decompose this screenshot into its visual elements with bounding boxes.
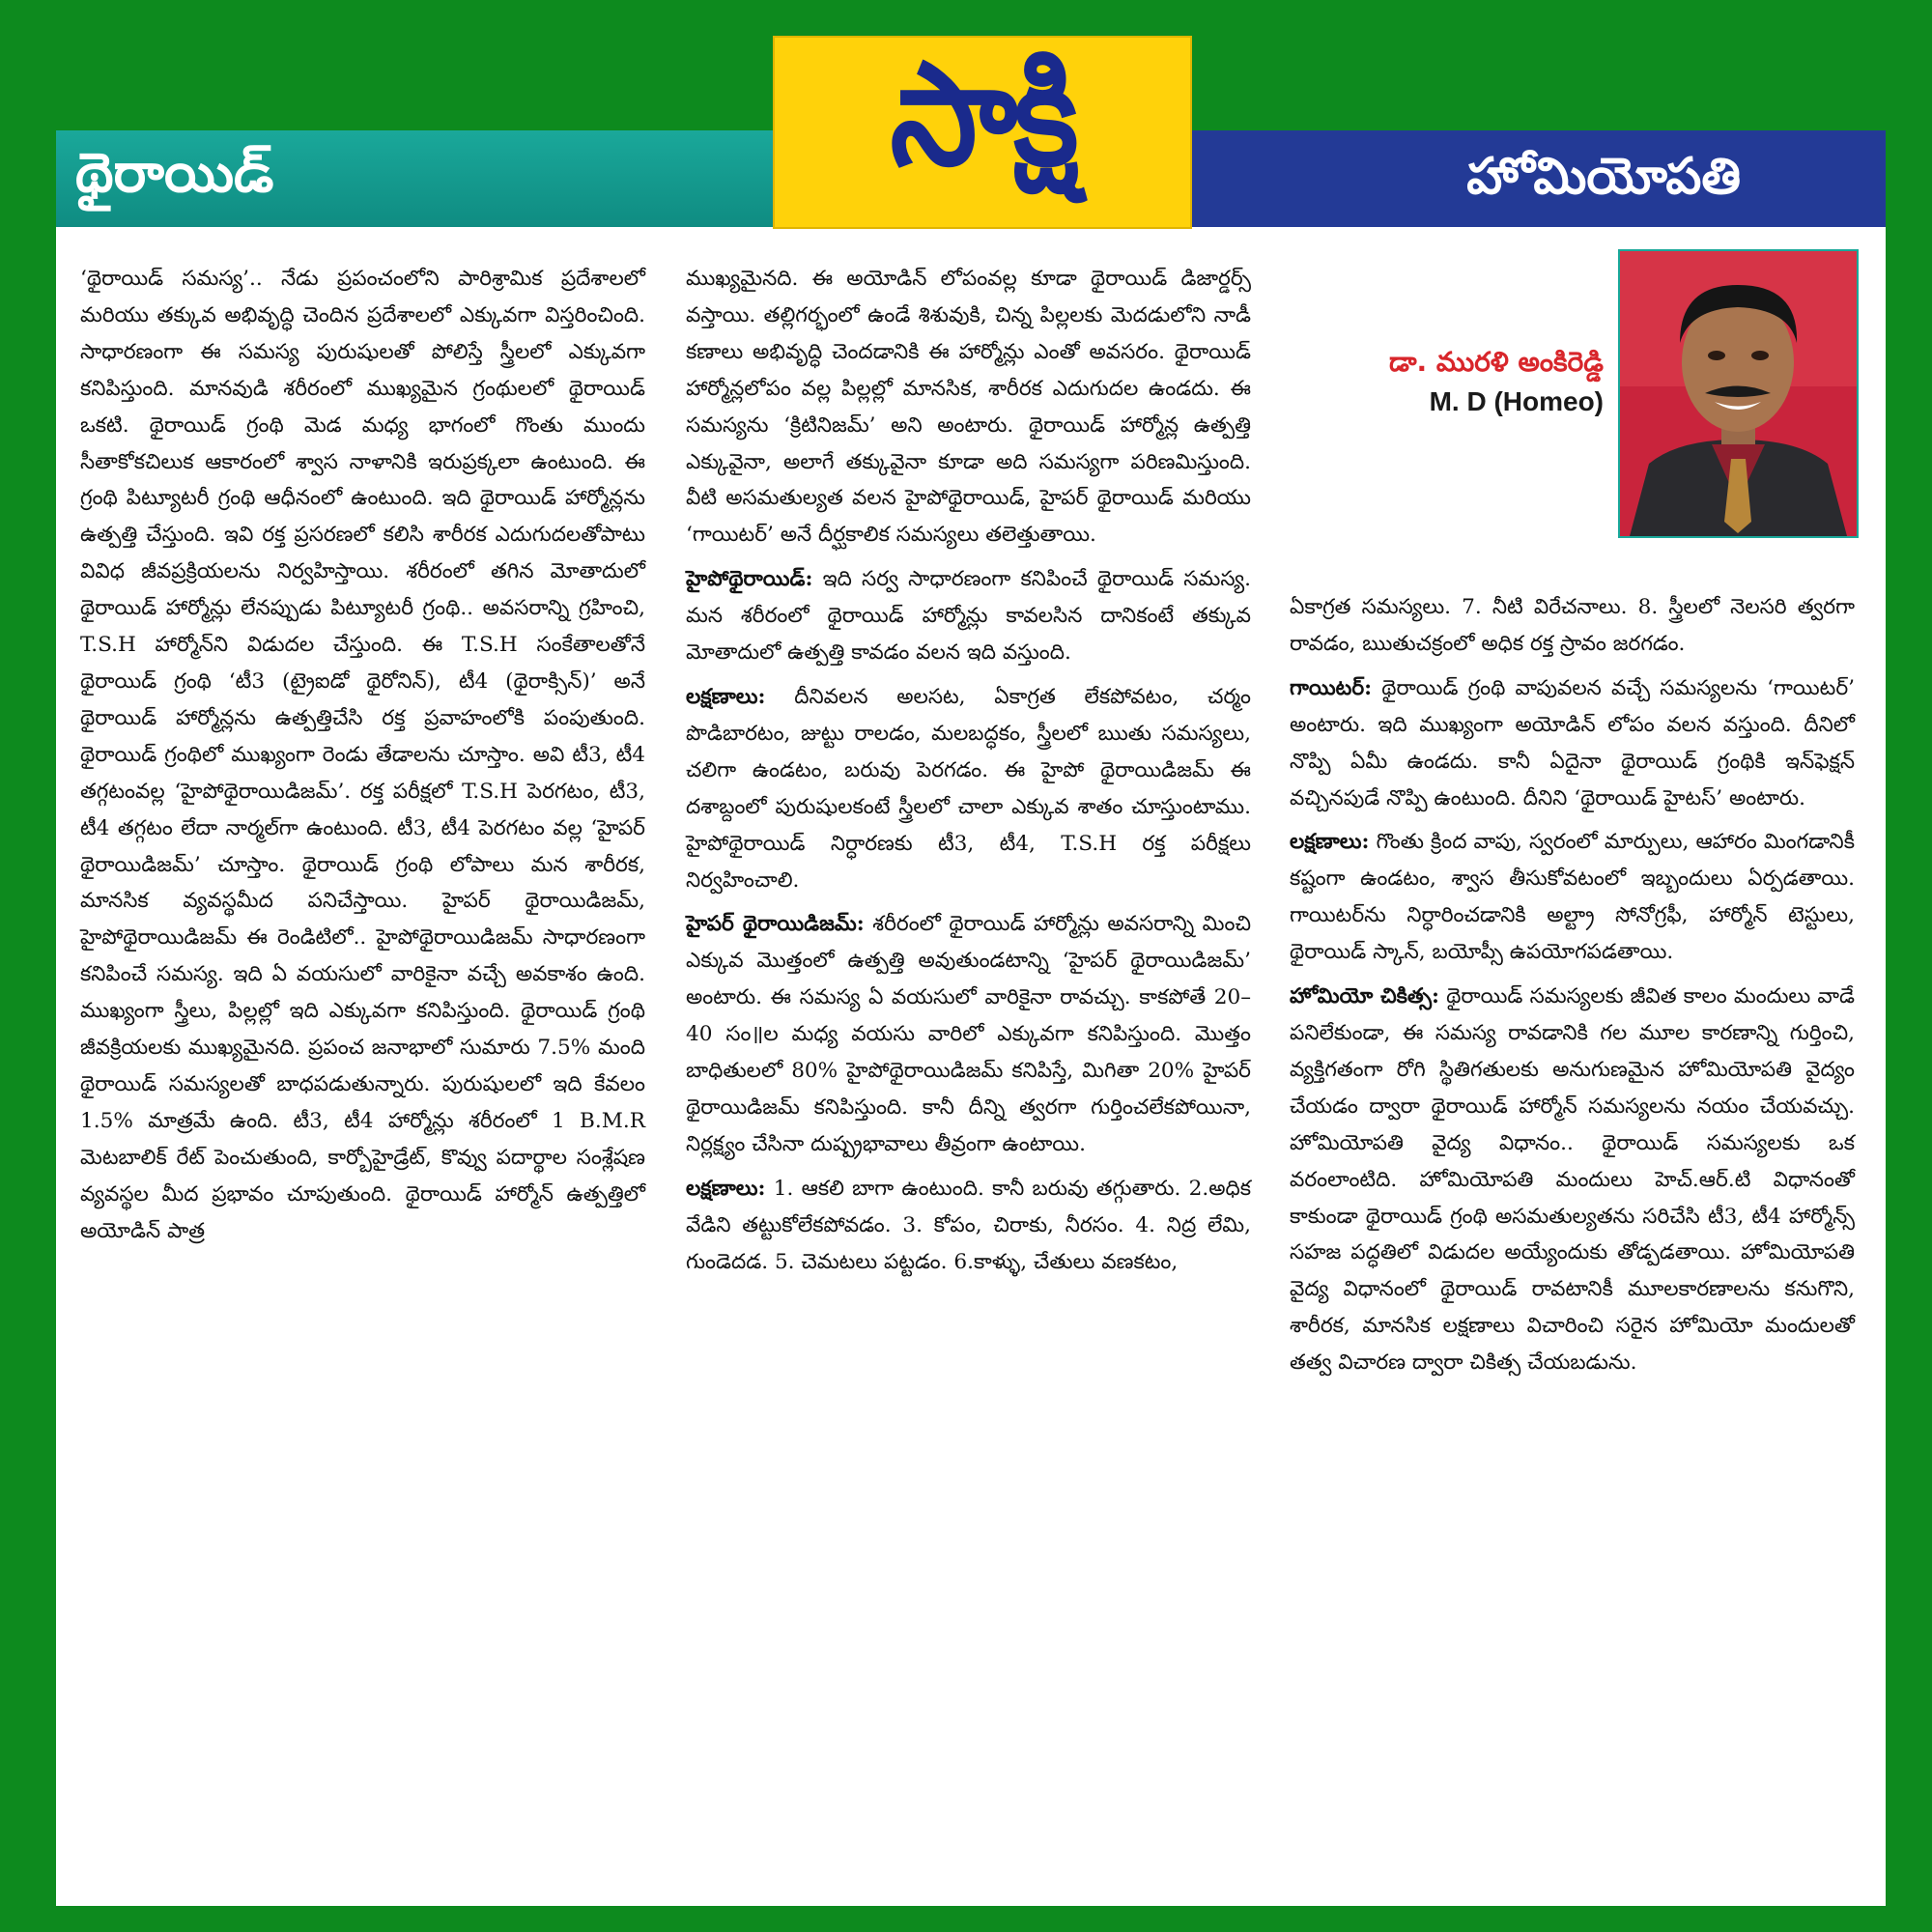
paragraph-text: థైరాయిడ్ గ్రంథి వాపువలన వచ్చే సమస్యలను ‘గాయిటర్’ అంటారు. ఇది ముఖ్యంగా అయోడిన్ లోపం వలన వస్తుంది. దీనిలో నొప్పి ఏమీ ఉండదు. కానీ ఏదైనా థైరాయిడ్ గ్రంథికి ఇన్‌ఫెక్షన్ వచ్చినపుడే నొప్పి ఉంటుంది. దీనిని ‘థైరాయిడ్ హైటస్’ అంటారు. — [1290, 675, 1855, 810]
paragraph-text: గొంతు క్రింద వాపు, స్వరంలో మార్పులు, ఆహారం మింగడానికీ కష్టంగా ఉండటం, శ్వాస తీసుకోవటంలో ఇబ్బందులు ఏర్పడతాయి. గాయిటర్‌ను నిర్ధారించడానికి అల్ట్రా సోనోగ్రఫీ, హార్మోన్ టెస్టులు, థైరాయిడ్ స్కాన్, బయోప్సీ ఉపయోగపడతాయి. — [1290, 830, 1855, 965]
section-title-homeopathy: హోమియోపతి — [1466, 148, 1741, 206]
subheading-homeo-treatment: హోమియో చికిత్స: — [1290, 984, 1439, 1009]
paragraph — [686, 561, 1251, 671]
paragraph-text: దీనివలన అలసట, ఏకాగ్రత లేకపోవటం, చర్మం పొడిబారటం, జుట్టు రాలడం, మలబద్ధకం, స్త్రీలలో ఋతు సమస్యలు, చలిగా ఉండటం, బరువు పెరగడం. ఈ హైపో థైరాయిడిజమ్ ఈ దశాబ్దంలో పురుషులకంటే స్త్రీలలో చాలా ఎక్కువ శాతం చూస్తుంటాము. హైపోథైరాయిడ్ నిర్ధారణకు టీ3, టీ4, T.S.H రక్త పరీక్షలు నిర్వహించాలి. — [686, 684, 1251, 893]
paragraph: ‘థైరాయిడ్ సమస్య’.. నేడు ప్రపంచంలోని పారిశ్రామిక ప్రదేశాలలో మరియు తక్కువ అభివృద్ధి చెందిన ప్రదేశాలలో ఎక్కువగా విస్తరించింది. సాధారణంగా ఈ సమస్య పురుషులతో పోలిస్తే స్త్రీలలో ఎక్కువగా కనిపిస్తుంది. మానవుడి శరీరంలో ముఖ్యమైన గ్రంథులలో థైరాయిడ్ ఒకటి. థైరాయిడ్ గ్రంథి మెడ మధ్య భాగంలో గొంతు ముందు సీతాకోకచిలుక ఆకారంలో శ్వాస నాళానికి ఇరుప్రక్కలా ఉంటుంది. ఈ గ్రంథి పిట్యూటరీ గ్రంథి ఆధీనంలో ఉంటుంది. ఇది థైరాయిడ్ హార్మోన్లను ఉత్పత్తి చేస్తుంది. ఇవి రక్త ప్రసరణలో కలిసి శారీరక ఎదుగుదలతోపాటు వివిధ జీవప్రక్రియలను నిర్వహిస్తాయి. శరీరంలో తగిన మోతాదులో థైరాయిడ్ హార్మోన్లు లేనప్పుడు పిట్యూటరీ గ్రంథి.. అవసరాన్ని గ్రహించి, T.S.H హార్మోన్‌ని విడుదల చేస్తుంది. ఈ T.S.H సంకేతాలతోనే థైరాయిడ్ గ్రంథి ‘టీ3 (ట్రైఐడో థైరోనిన్), టీ4 (థైరాక్సిన్)’ అనే థైరాయిడ్ హార్మోన్లను ఉత్పత్తిచేసి రక్త ప్రవాహంలోకి పంపుతుంది. థైరాయిడ్ గ్రంథిలో ముఖ్యంగా రెండు తేడాలను చూస్తాం. అవి టీ3, టీ4 తగ్గటంవల్ల ‘హైపోథైరాయిడిజమ్’. రక్త పరీక్షలో T.S.H పెరగటం, టీ3, టీ4 తగ్గటం లేదా నార్మల్‌గా ఉంటుంది. టీ3, టీ4 పెరగటం వల్ల ‘హైపర్ థైరాయిడిజమ్’ చూస్తాం. థైరాయిడ్ గ్రంథి లోపాలు మన శారీరక, మానసిక వ్యవస్థమీద పనిచేస్తాయి. హైపర్ థైరాయిడిజమ్, హైపోథైరాయిడిజమ్ ఈ రెండిటిలో.. హైపోథైరాయిడిజమ్ సాధారణంగా కనిపించే సమస్య. ఇది ఏ వయసులో వారికైనా వచ్చే అవకాశం ఉంది. ముఖ్యంగా స్త్రీలు, పిల్లల్లో ఇది ఎక్కువగా కనిపిస్తుంది. థైరాయిడ్ గ్రంథి జీవక్రియలకు ముఖ్యమైనది. ప్రపంచ జనాభాలో సుమారు 7.5% మంది థైరాయిడ్ సమస్యలతో బాధపడుతున్నారు. పురుషులలో ఇది కేవలం 1.5% మాత్రమే ఉంది. టీ3, టీ4 హార్మోన్లు శరీరంలో 1 B.M.R మెటబాలిక్ రేట్ పెంచుతుంది, కార్బోహైడ్రేట్, కొవ్వు పదార్థాల సంశ్లేషణ వ్యవస్థల మీద ప్రభావం చూపుతుంది. థైరాయిడ్ హార్మోన్ ఉత్పత్తిలో అయోడిన్ పాత్ర — [80, 267, 645, 1243]
subheading-symptoms: లక్షణాలు: — [686, 684, 766, 709]
paragraph: ముఖ్యమైనది. ఈ అయోడిన్ లోపంవల్ల కూడా థైరాయిడ్ డిజార్డర్స్ వస్తాయి. తల్లిగర్భంలో ఉండే శిశువుకి, చిన్న పిల్లలకు మెదడులోని నాడీ కణాలు అభివృద్ధి చెందడానికి ఈ హార్మోన్లు ఎంతో అవసరం. థైరాయిడ్ హార్మోన్లలోపం వల్ల పిల్లల్లో మానసిక, శారీరక ఎదుగుదల ఉండదు. ఈ సమస్యను ‘క్రిటినిజమ్’ అని అంటారు. థైరాయిడ్ హార్మోన్ల ఉత్పత్తి ఎక్కువైనా, అలాగే తక్కువైనా కూడా అది సమస్యగా పరిణమిస్తుంది. వీటి అసమతుల్యత వలన హైపోథైరాయిడ్, హైపర్ థైరాయిడ్ మరియు ‘గాయిటర్’ అనే దీర్ఘకాలిక సమస్యలు తలెత్తుతాయి. — [686, 267, 1251, 548]
paragraph: ఏకాగ్రత సమస్యలు. 7. నీటి విరేచనాలు. 8. స్త్రీలలో నెలసరి త్వరగా రావడం, ఋతుచక్రంలో అధిక రక్త స్రావం జరగడం. — [1290, 595, 1855, 656]
subheading-hyperthyroidism: హైపర్ థైరాయిడిజమ్: — [686, 912, 865, 937]
article-column-2 — [686, 261, 1251, 1288]
logo-text: సాక్షి — [890, 32, 1075, 198]
subheading-hypothyroid: హైపోథైరాయిడ్: — [686, 567, 813, 592]
paragraph — [686, 679, 1251, 898]
article-column-3 — [1290, 589, 1855, 1389]
paragraph — [1290, 670, 1855, 817]
doctor-portrait-icon — [1618, 249, 1859, 538]
paragraph-text: థైరాయిడ్ సమస్యలకు జీవిత కాలం మందులు వాడే పనిలేకుండా, ఈ సమస్య రావడానికి గల మూల కారణాన్ని గుర్తించి, వ్యక్తిగతంగా రోగి స్థితిగతులకు అనుగుణమైన హోమియోపతి వైద్యం చేయడం ద్వారా థైరాయిడ్ హార్మోన్ సమస్యలను నయం చేయవచ్చు. హోమియోపతి వైద్య విధానం.. థైరాయిడ్ సమస్యలకు ఒక వరంలాంటిది. హోమియోపతి మందులు హెచ్.ఆర్.టి విధానంతో కాకుండా థైరాయిడ్ గ్రంథి అసమతుల్యతను సరిచేసి టీ3, టీ4 హార్మోన్స్ సహజ పద్ధతిలో విడుదల అయ్యేందుకు తోడ్పడతాయి. హోమియోపతి వైద్య విధానంలో థైరాయిడ్ రావటానికీ మూలకారణాలను కనుగొని, శారీరక, మానసిక లక్షణాలు విచారించి సరైన హోమియో మందులతో తత్వ విచారణ ద్వారా చికిత్స చేయబడును. — [1290, 984, 1855, 1376]
paragraph-text: 1. ఆకలి బాగా ఉంటుంది. కానీ బరువు తగ్గుతారు. 2.అధిక వేడిని తట్టుకోలేకపోవడం. 3. కోపం, చిరాకు, నీరసం. 4. నిద్ర లేమి, గుండెదడ. 5. చెమటలు పట్టడం. 6.కాళ్ళు, చేతులు వణకటం, — [686, 1176, 1251, 1274]
paragraph-text: ఇది సర్వ సాధారణంగా కనిపించే థైరాయిడ్ సమస్య. మన శరీరంలో థైరాయిడ్ హార్మోన్లు కావలసిన దానికంటే తక్కువ మోతాదులో ఉత్పత్తి కావడం వలన ఇది వస్తుంది. — [686, 567, 1251, 666]
paragraph — [686, 1171, 1251, 1281]
paragraph — [1290, 824, 1855, 971]
subheading-symptoms: లక్షణాలు: — [1290, 830, 1370, 855]
subheading-symptoms: లక్షణాలు: — [686, 1176, 766, 1201]
doctor-name: డా. మురళి అంకిరెడ్డి — [1388, 346, 1604, 378]
paragraph — [1290, 979, 1855, 1381]
subheading-goiter: గాయిటర్: — [1290, 675, 1373, 700]
paragraph-text: శరీరంలో థైరాయిడ్ హార్మోన్లు అవసరాన్ని మించి ఎక్కువ మొత్తంలో ఉత్పత్తి అవుతుండటాన్ని ‘హైపర్ థైరాయిడిజమ్’ అంటారు. ఈ సమస్య ఏ వయసులో వారికైనా రావచ్చు. కాకపోతే 20–40 సం॥ల మధ్య వయసు వారిలో ఎక్కువగా కనిపిస్తుంది. మొత్తం బాధితులలో 80% హైపోథైరాయిడిజమ్ కనిపిస్తే, మిగితా 20% హైపర్ థైరాయిడిజమ్ కనిపిస్తుంది. కానీ దీన్ని త్వరగా గుర్తించలేకపోయినా, నిర్లక్ష్యం చేసినా దుష్ప్రభావాలు తీవ్రంగా ఉంటాయి. — [686, 912, 1251, 1156]
section-title-thyroid: థైరాయిడ్ — [75, 142, 274, 205]
doctor-degree: M. D (Homeo) — [1429, 386, 1604, 416]
article-column-1 — [80, 261, 645, 1257]
newspaper-logo — [773, 32, 1192, 229]
paragraph — [686, 906, 1251, 1162]
